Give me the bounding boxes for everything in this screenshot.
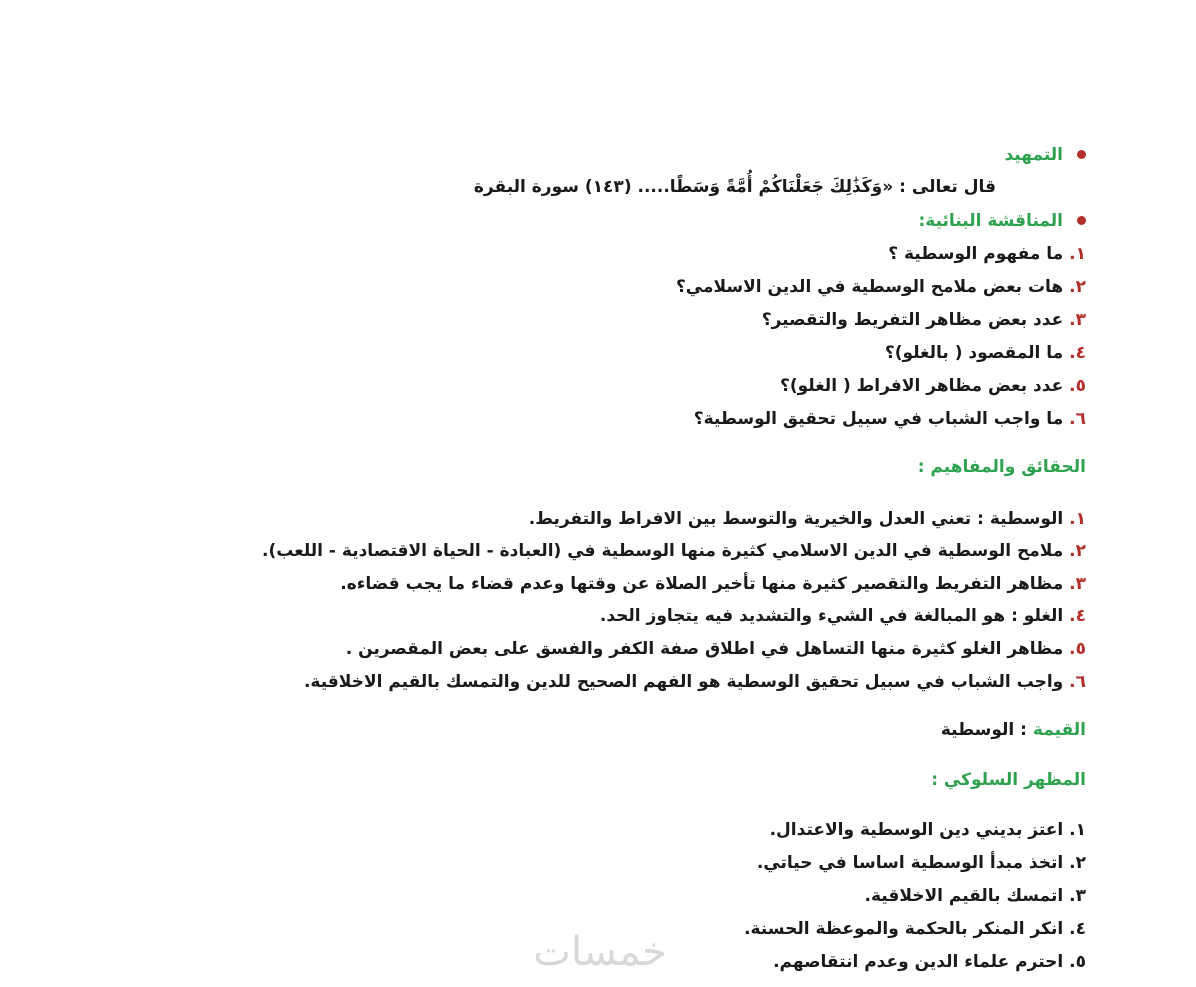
intro-verse: قال تعالى : «وَكَذَٰلِكَ جَعَلْنَاكُمْ أُمَّةً وَسَطًا..... (١٤٣) سورة البقرة [473,177,996,197]
list-item: ١. ما مفهوم الوسطية ؟ [888,244,1086,264]
list-item: ١. اعتز بديني دين الوسطية والاعتدال. [769,820,1086,840]
list-item: ٣. اتمسك بالقيم الاخلاقية. [864,886,1086,906]
list-item: ٢. هات بعض ملامح الوسطية في الدين الاسلامي؟ [675,277,1086,297]
value-label: القيمة [1032,720,1086,740]
lesson-document [86,0,1086,987]
list-item: ٦. واجب الشباب في سبيل تحقيق الوسطية هو الفهم الصحيح للدين والتمسك بالقيم الاخلاقية. [303,672,1086,692]
list-item: ٤. ما المقصود ( بالغلو)؟ [884,343,1086,363]
value-line: القيمة : الوسطية [940,720,1086,740]
discussion-heading-line [919,210,1087,232]
behavior-heading: المظهر السلوكي : [931,770,1086,790]
list-item: ٤. الغلو : هو المبالغة في الشيء والتشديد فيه يتجاوز الحد. [599,606,1086,626]
intro-heading-line [1004,144,1086,166]
list-item: ٢. اتخذ مبدأ الوسطية اساسا في حياتي. [756,853,1086,873]
value-text: الوسطية [940,720,1015,740]
discussion-heading: المناقشة البنائية: [918,211,1063,231]
list-item: ١. الوسطية : تعني العدل والخيرية والتوسط بين الافراط والتفريط. [528,509,1086,529]
bullet-icon [1077,216,1086,225]
list-item: ٦. ما واجب الشباب في سبيل تحقيق الوسطية؟ [693,409,1086,429]
bullet-icon [1077,150,1086,159]
list-item: ٣. عدد بعض مظاهر التفريط والتقصير؟ [761,310,1086,330]
intro-heading: التمهيد [1004,145,1063,165]
list-item: ٥. عدد بعض مظاهر الافراط ( الغلو)؟ [779,376,1086,396]
watermark-logo: خمسات [533,929,667,975]
facts-heading: الحقائق والمفاهيم : [917,457,1086,477]
list-item: ٢. ملامح الوسطية في الدين الاسلامي كثيرة منها الوسطية في (العبادة - الحياة الاقتصادية - اللعب). [262,541,1086,561]
list-item: ٥. مظاهر الغلو كثيرة منها التساهل في اطلاق صفة الكفر والفسق على بعض المقصرين . [345,639,1086,659]
list-item: ٤. انكر المنكر بالحكمة والموعظة الحسنة. [744,919,1086,939]
list-item: ٣. مظاهر التفريط والتقصير كثيرة منها تأخير الصلاة عن وقتها وعدم قضاء ما يجب قضاءه. [340,574,1086,594]
list-item: ٥. احترم علماء الدين وعدم انتقاصهم. [773,952,1086,972]
